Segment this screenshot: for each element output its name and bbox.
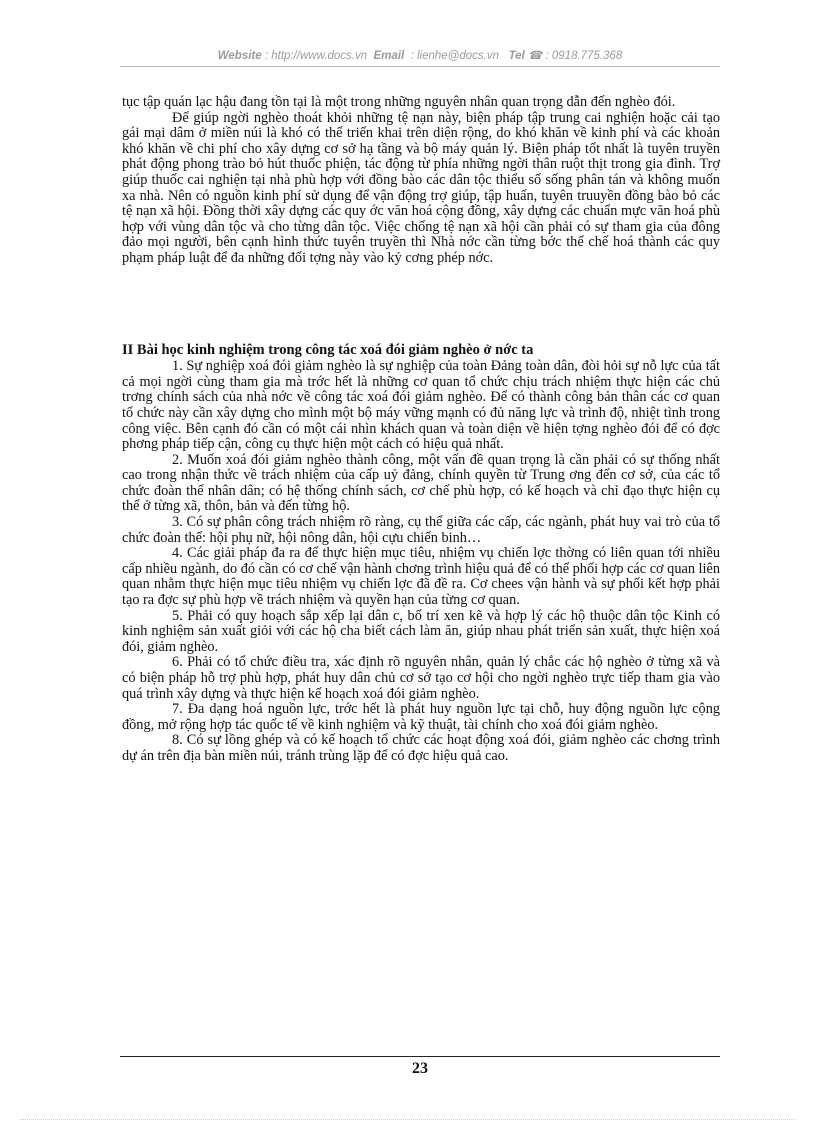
header-divider [120, 66, 720, 67]
footer-divider [120, 1056, 720, 1057]
page-bottom-dotted-line [20, 1119, 796, 1120]
website-label: Website [217, 50, 262, 62]
lesson-item-4: 4. Các giải pháp đa ra để thực hiện mục tiêu, nhiệm vụ chiến lợc thờng có liên quan tới nhiều cấp nhiều ngành, do đó cần có cơ chế vận hành chơng trình hiệu quả để có thể phối hợp các cơ quan liên quan nhằm thực hiện mục tiêu nhiệm vụ chiến lợc đã đề ra. Cơ chees vận hành và sự phối kết hợp phải tạo ra đợc sự phù hợp về trách nhiệm và quyền hạn của từng cơ quan. [122, 545, 720, 609]
email-label: Email [373, 50, 405, 62]
lesson-item-1: 1. Sự nghiệp xoá đói giảm nghèo là sự nghiệp của toàn Đảng toàn dân, đòi hỏi sự nỗ lực của tất cả mọi ngời cùng tham gia mà trớc hết là những cơ quan tổ chức chịu trách nhiệm thực hiện các chủ trơng chính sách của nhà nớc về công tác xoá đói giảm nghèo. Để có thành công bản thân các cơ quan tổ chức này cần xây dựng cho mình một bộ máy vững mạnh có đủ năng lực và trình độ, nhiệt tình trong công việc. Bên cạnh đó cần có một cái nhìn khách quan và toàn diện về hiện tợng nghèo đói để có đợc phơng pháp tiếp cận, công cụ thực hiện một cách có hiệu quả nhất. [122, 358, 720, 453]
document-body [122, 95, 720, 765]
email-value: : lienhe@docs.vn [410, 50, 499, 62]
lesson-item-6: 6. Phải có tổ chức điều tra, xác định rõ nguyên nhân, quản lý chắc các hộ nghèo ở từng xã và có biện pháp hỗ trợ phù hợp, phát huy dân chủ cơ sở tạo cơ hội cho ngời nghèo trực tiếp tham gia vào quá trình xây dựng và thực hiện kế hoạch xoá đói giảm nghèo. [122, 654, 720, 702]
lesson-item-5: 5. Phải có quy hoạch sắp xếp lại dân c, bố trí xen kẽ và hợp lý các hộ thuộc dân tộc Kinh có kinh nghiệm sản xuất giỏi với các hộ cha biết cách làm ăn, giúp nhau phát triển sản xuất, thực hiện xoá đói, giảm nghèo. [122, 607, 720, 655]
paragraph-continuation: tục tập quán lạc hậu đang tồn tại là một trong những nguyên nhân quan trọng dẫn đến nghèo đói. [122, 94, 676, 110]
lesson-item-8: 8. Có sự lồng ghép và có kế hoạch tổ chức các hoạt động xoá đói, giảm nghèo các chơng trình dự án trên địa bàn miền núi, tránh trùng lặp để có đợc hiệu quả cao. [122, 732, 720, 764]
tel-label: Tel [508, 50, 525, 62]
website-value: : http://www.docs.vn [264, 50, 368, 62]
section-spacer [122, 267, 720, 343]
page-header [120, 48, 720, 62]
lesson-item-3: 3. Có sự phân công trách nhiệm rõ ràng, cụ thể giữa các cấp, các ngành, phát huy vai trò của tổ chức đoàn thể: hội phụ nữ, hội nông dân, hội cựu chiến binh… [122, 514, 720, 546]
section-heading: II Bài học kinh nghiệm trong công tác xoá đói giảm nghèo ở nớc ta [122, 341, 534, 358]
paragraph-social-evils: Để giúp ngời nghèo thoát khỏi những tệ nạn này, biện pháp tập trung cai nghiện hoặc cải tạo gái mại dâm ở miền núi là khó có thể triển khai trên diện rộng, do khó khăn về kinh phí và các khoản khó khăn về chi phí cho xây dựng cơ sở hạ tầng và bộ máy quản lý. Biện pháp tốt nhất là tuyên truyền phát động phong trào bỏ hút thuốc phiện, tác động từ phía những ngời thân ruột thịt trong gia đình. Trợ giúp thuốc cai nghiện tại nhà phù hợp với đồng bào các dân tộc thiểu số sống phân tán và không muốn xa nhà. Nên có nguồn kinh phí sử dụng để vận động trợ giúp, tập huấn, tuyên truuyền đồng bào bỏ các tệ nạn xã hội. Đồng thời xây dựng các quy ớc văn hoá cộng đồng, xây dựng các chuẩn mực văn hoá phù hợp với vùng dân tộc và cho từng dân tộc. Việc chống tệ nạn xã hội cần phải có sự tham gia của đông đảo mọi người, bên cạnh hình thức tuyên truyền thì Nhà nớc cần từng bớc thể chế hoá thành các quy phạm pháp luật để đa những đối tợng này vào kỷ cơng phép nớc. [122, 109, 720, 266]
lesson-item-2: 2. Muốn xoá đói giảm nghèo thành công, một vấn đề quan trọng là cần phải có sự thống nhất cao trong nhận thức về trách nhiệm của cấp uỷ đảng, chính quyền từ Trung ơng đến cơ sở, của các tổ chức đoàn thể nhân dân; có hệ thống chính sách, cơ chế phù hợp, có kế hoạch và chỉ đạo thực hiện cụ thể ở từng xã, thôn, bản và đến từng hộ. [122, 451, 720, 515]
tel-value: ☎ : 0918.775.368 [527, 50, 623, 62]
lesson-item-7: 7. Đa dạng hoá nguồn lực, trớc hết là phát huy nguồn lực tại chỗ, huy động nguồn lực cộng đồng, mở rộng hợp tác quốc tế về kinh nghiệm và kỹ thuật, tài chính cho xoá đói giảm nghèo. [122, 701, 720, 733]
page-number: 23 [412, 1060, 428, 1077]
